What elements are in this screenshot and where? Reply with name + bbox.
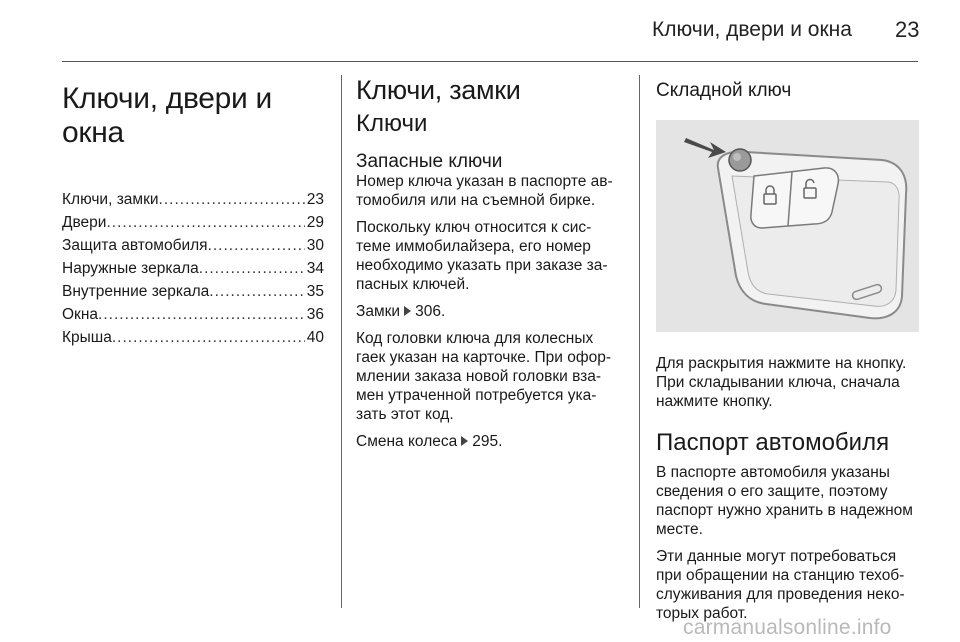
toc-leader — [159, 188, 305, 211]
section-heading: Ключи, замки — [356, 75, 521, 105]
paragraph: Для раскрытия нажмите на кнопку. При складывании ключа, сначала нажмите кнопку. — [656, 355, 907, 410]
keys-locks-section — [356, 75, 624, 459]
toc-item[interactable] — [62, 280, 324, 303]
toc-page: 23 — [306, 191, 324, 208]
toc-label: Внутренние зеркала — [62, 283, 210, 300]
reference-page: 295. — [472, 433, 503, 450]
chapter-title: Ключи, двери и окна — [62, 82, 273, 149]
toc-page: 34 — [306, 260, 324, 277]
vehicle-passport-heading: Паспорт автомобиля — [656, 429, 890, 456]
toc-item[interactable] — [62, 257, 324, 280]
toc-item[interactable] — [62, 303, 324, 326]
toc-label: Защита автомобиля — [62, 237, 208, 254]
paragraph: Поскольку ключ относится к сис-теме иммобилайзера, его номер необходимо указать при заказе за-пасных ключей. — [356, 219, 608, 293]
page-reference-arrow-icon — [461, 436, 468, 446]
toc-label: Ключи, замки — [62, 191, 159, 208]
toc-leader — [208, 234, 305, 257]
toc-page: 35 — [306, 283, 324, 300]
toc-label: Крыша — [62, 329, 112, 346]
toc-item[interactable] — [62, 326, 324, 349]
folding-key-icon — [656, 120, 919, 332]
spare-keys-heading: Запасные ключи — [356, 151, 503, 172]
paragraph: В паспорте автомобиля указаны сведения о его защите, поэтому паспорт нужно хранить в надежном месте. — [656, 464, 913, 538]
toc-page: 30 — [306, 237, 324, 254]
reference-label: Замки — [356, 303, 401, 320]
page-reference-arrow-icon — [404, 306, 411, 316]
toc-page: 40 — [306, 329, 324, 346]
toc-page: 29 — [306, 214, 324, 231]
toc-leader — [112, 326, 305, 349]
folding-key-heading: Складной ключ — [656, 80, 792, 101]
header-title: Ключи, двери и окна — [652, 18, 852, 41]
toc-leader — [98, 303, 305, 326]
toc-leader — [106, 211, 304, 234]
toc-page: 36 — [306, 306, 324, 323]
page-number: 23 — [895, 17, 920, 42]
toc-label: Окна — [62, 306, 99, 323]
paragraph: Эти данные могут потребоваться при обращении на станцию техоб-служивания для проведения неко-торых работ. — [656, 548, 905, 622]
toc-item[interactable] — [62, 188, 324, 211]
column-divider-right — [639, 75, 640, 608]
paragraph: Код головки ключа для колесных гаек указан на карточке. При офор-млении заказа новой головки вза-мен утраченной потребуется ука-зать этот код. — [356, 330, 612, 423]
header-rule — [62, 61, 918, 62]
toc-item[interactable] — [62, 234, 324, 257]
toc-leader — [209, 280, 304, 303]
toc-leader — [199, 257, 305, 280]
folding-key-section — [656, 75, 920, 631]
paragraph: Номер ключа указан в паспорте ав-томобиля или на съемной бирке. — [356, 173, 613, 209]
toc-label: Наружные зеркала — [62, 260, 199, 277]
toc-list — [62, 188, 324, 349]
chapter-contents — [62, 82, 324, 349]
toc-item[interactable] — [62, 211, 324, 234]
reference-page: 306. — [415, 303, 446, 320]
watermark: carmanualsonline.info — [683, 616, 892, 639]
subsection-heading: Ключи — [356, 110, 428, 137]
toc-label: Двери — [62, 214, 107, 231]
folding-key-illustration — [656, 120, 919, 332]
cross-reference[interactable] — [356, 432, 624, 451]
reference-label: Смена колеса — [356, 433, 458, 450]
column-divider-left — [341, 75, 342, 608]
cross-reference[interactable] — [356, 302, 624, 321]
